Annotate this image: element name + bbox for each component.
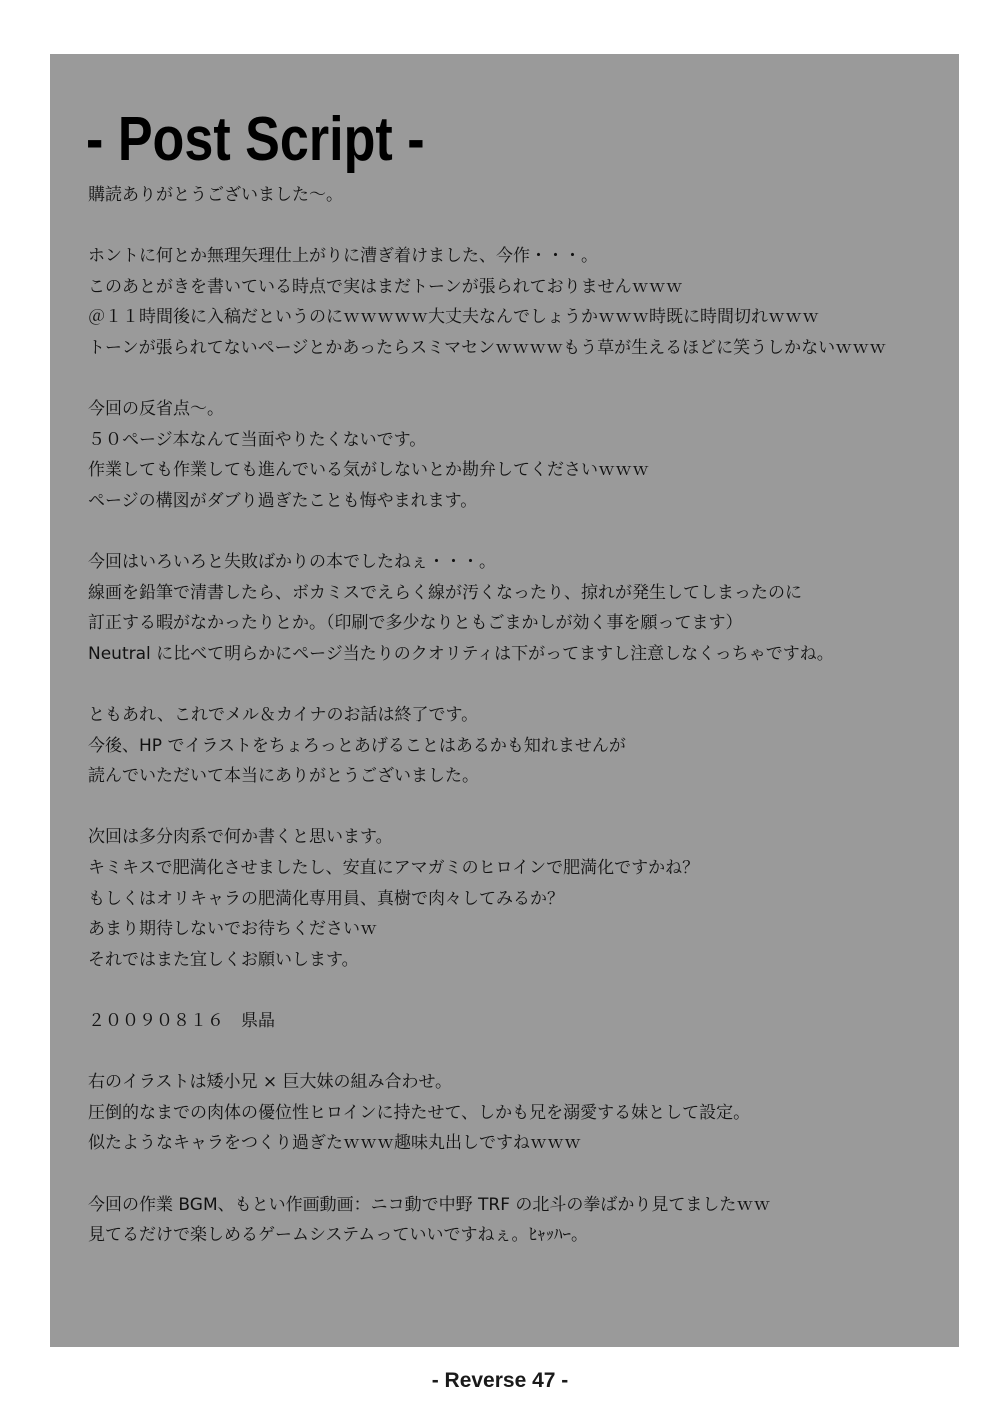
text-line: 見てるだけで楽しめるゲームシステムっていいですねぇ。ﾋｬｯﾊｰ。 [88,1225,588,1246]
paragraph-gap [88,670,948,701]
text-line: ＠１１時間後に入稿だというのにｗｗｗｗｗ大丈夫なんでしょうかｗｗｗ時既に時間切れｗｗｗ [88,307,819,328]
text-line: 似たようなキャラをつくり過ぎたｗｗｗ趣味丸出しですねｗｗｗ [88,1133,581,1154]
text-line: 今回の反省点～。 [88,399,224,420]
paragraph-gap [88,364,948,395]
text-line: ホントに何とか無理矢理仕上がりに漕ぎ着けました、今作・・・。 [88,246,598,267]
text-line: 右のイラストは矮小兄 × 巨大妹の組み合わせ。 [88,1072,453,1093]
text-line: ともあれ、これでメル＆カイナのお話は終了です。 [88,705,479,726]
text-line: あまり期待しないでお待ちくださいｗ [88,919,377,940]
text-line: 読んでいただいて本当にありがとうございました。 [88,766,479,787]
text-line: 訂正する暇がなかったりとか。（印刷で多少なりともごまかしが効く事を願ってます） [88,613,743,634]
text-line: 線画を鉛筆で清書したら、ボカミスでえらく線が汚くなったり、掠れが発生してしまったのに [88,582,802,603]
text-line: 今回はいろいろと失敗ばかりの本でしたねぇ・・・。 [88,552,496,573]
text-line: それではまた宜しくお願いします。 [88,949,359,970]
text-line: 今回の作業 BGM、もとい作画動画：ニコ動で中野 TRF の北斗の拳ばかり見てましたｗｗ [88,1194,771,1215]
post-script-title: - Post Script - [86,105,425,174]
text-line: ２００９０８１６ 県晶 [88,1011,275,1032]
paragraph-gap [88,1037,948,1068]
text-line: Neutral に比べて明らかにページ当たりのクオリティは下がってますし注意しなくっちゃですね。 [88,643,834,664]
text-line: 圧倒的なまでの肉体の優位性ヒロインに持たせて、しかも兄を溺愛する妹として設定。 [88,1102,751,1123]
text-line: 購読ありがとうございました～。 [88,185,343,205]
paragraph-gap [88,211,948,242]
text-line: ５０ページ本なんて当面やりたくないです。 [88,429,427,450]
text-line: このあとがきを書いている時点で実はまだトーンが張られておりませんｗｗｗ [88,276,683,297]
text-line: トーンが張られてないページとかあったらスミマセンｗｗｗｗもう草が生えるほどに笑うしかないｗｗｗ [88,337,887,358]
page-number: - Reverse 47 - [431,1369,569,1392]
text-line: 次回は多分肉系で何か書くと思います。 [88,827,393,848]
post-script-panel [50,54,959,1347]
paragraph-gap [88,517,948,548]
text-line: もしくはオリキャラの肥満化専用員、真樹で肉々してみるか？ [88,888,564,909]
text-line: 作業しても作業しても進んでいる気がしないとか勘弁してくださいｗｗｗ [88,460,649,481]
text-line: キミキスで肥満化させましたし、安直にアマガミのヒロインで肥満化ですかね？ [88,858,700,879]
paragraph-gap [88,792,948,823]
post-script-body [88,180,948,1251]
text-line: ページの構図がダブり過ぎたことも悔やまれます。 [88,490,478,511]
paragraph-gap [88,1159,948,1190]
text-line: 今後、HP でイラストをちょろっとあげることはあるかも知れませんが [88,735,626,756]
paragraph-gap [88,975,948,1006]
